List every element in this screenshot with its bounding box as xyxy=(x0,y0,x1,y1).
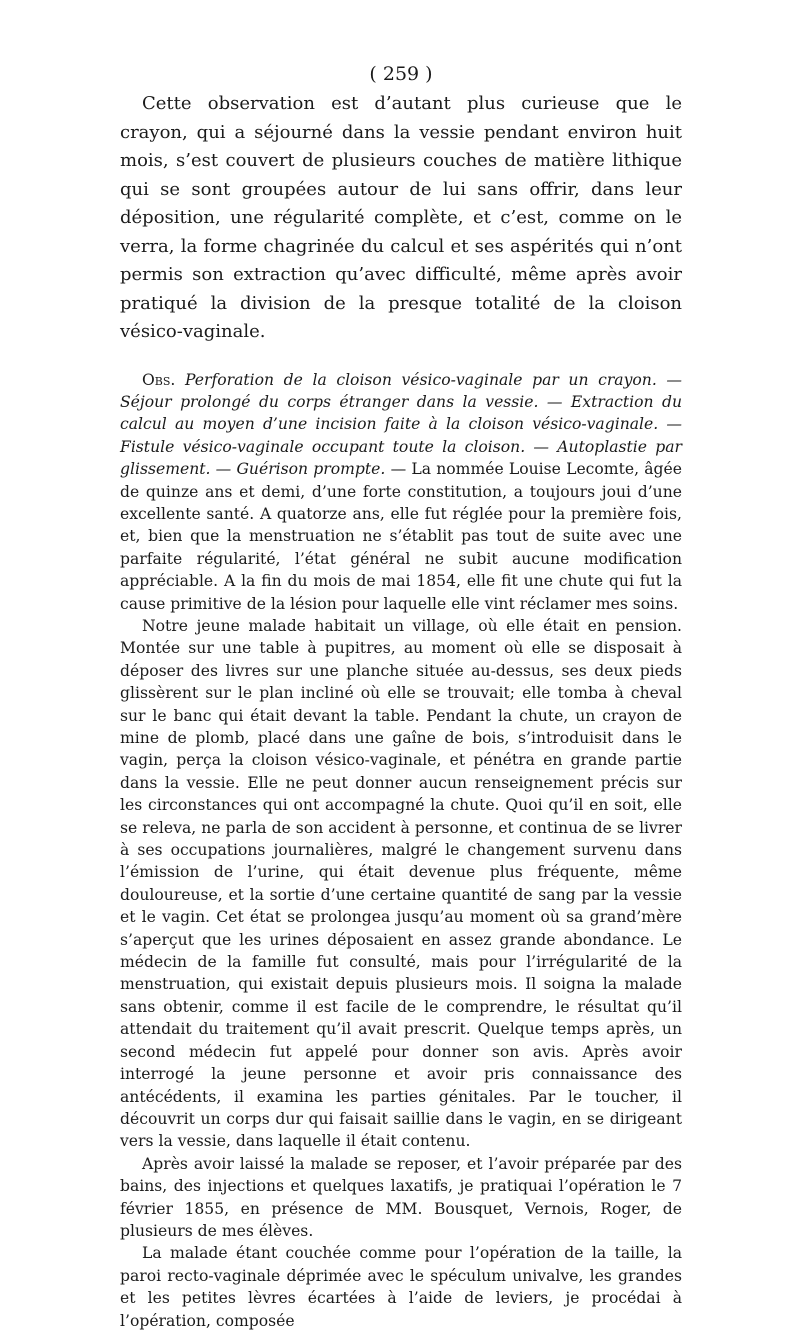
paragraph-fall-account: Notre jeune malade habitait un village, où elle était en pension. Montée sur une table à pupitres, au moment où elle se disposait à déposer des livres sur une planche située au-dessus, ses deux pieds glissèrent sur le plan incliné où elle se trouvait; elle tomba à cheval sur le banc qui était devant la table. Pendant la chute, un crayon de mine de plomb, placé dans une gaîne de bois, s’introduisit dans le vagin, perça la cloison vésico-vaginale, et pénétra en grande partie dans la vessie. Elle ne peut donner aucun renseignement précis sur les circonstances qui ont accompagné la chute. Quoi qu’il en soit, elle se releva, ne parla de son accident à personne, et continua de se livrer à ses occupations journalières, malgré le changement survenu dans l’émission de l’urine, qui était devenue plus fréquente, même douloureuse, et la sortie d’une certaine quantité de sang par la vessie et le vagin. Cet état se prolongea jusqu’au moment où sa grand’mère s’aperçut que les urines déposaient en assez grande abondance. Le médecin de la famille fut consulté, mais pour l’irrégularité de la menstruation, qui existait depuis plusieurs mois. Il soigna la malade sans obtenir, comme il est facile de le comprendre, le résultat qu’il attendait du traitement qu’il avait prescrit. Quelque temps après, un second médecin fut appelé pour donner son avis. Après avoir interrogé la jeune personne et avoir pris connaissance des antécédents, il examina les parties génitales. Par le toucher, il découvrit un corps dur qui faisait saillie dans le vagin, en se dirigeant vers la vessie, dans laquelle il était contenu. xyxy=(120,616,682,1151)
book-page xyxy=(120,62,682,1332)
observation-title: Perforation de la cloison vésico-vaginale par un crayon. — Séjour prolongé du corps étranger dans la vessie. — Extraction du calcul au moyen d’une incision faite à la cloison vésico-vaginale. — Fistule vésico-vaginale occupant toute la cloison. — Autoplastie par glissement. — Guérison prompte. xyxy=(120,370,682,479)
paragraph-operation-date: Après avoir laissé la malade se reposer, et l’avoir préparée par des bains, des injections et quelques laxatifs, je pratiquai l’opération le 7 février 1855, en présence de MM. Bousquet, Vernois, Roger, de plusieurs de mes élèves. xyxy=(120,1154,682,1240)
page-number: ( 259 ) xyxy=(369,63,433,85)
observation-text: — La nommée Louise Lecomte, âgée de quinze ans et demi, d’une forte constitution, a toujours joui d’une excellente santé. A quatorze ans, elle fut réglée pour la première fois, et, bien que la menstruation ne s’établit pas tout de suite avec une parfaite régularité, l’état général ne subit aucune modification appréciable. A la fin du mois de mai 1854, elle fit une chute qui fut la cause primitive de la lésion pour laquelle elle vint réclamer mes soins. xyxy=(120,460,682,613)
observation-label: Obs. xyxy=(142,370,176,389)
observation-paragraph xyxy=(120,369,682,615)
paragraph-operation-procedure: La malade étant couchée comme pour l’opération de la taille, la paroi recto-vaginale déprimée avec le spéculum univalve, les grandes et les petites lèvres écartées à l’aide de leviers, je procédai à l’opération, composée xyxy=(120,1244,682,1330)
intro-paragraph: Cette observation est d’autant plus curieuse que le crayon, qui a séjourné dans la vessie pendant environ huit mois, s’est couvert de plusieurs couches de matière lithique qui se sont groupées autour de lui sans offrir, dans leur déposition, une régularité complète, et c’est, comme on le verra, la forme chagrinée du calcul et ses aspérités qui n’ont permis son extraction qu’avec difficulté, même après avoir pratiqué la division de la presque totalité de la cloison vésico-vaginale. xyxy=(120,93,682,342)
